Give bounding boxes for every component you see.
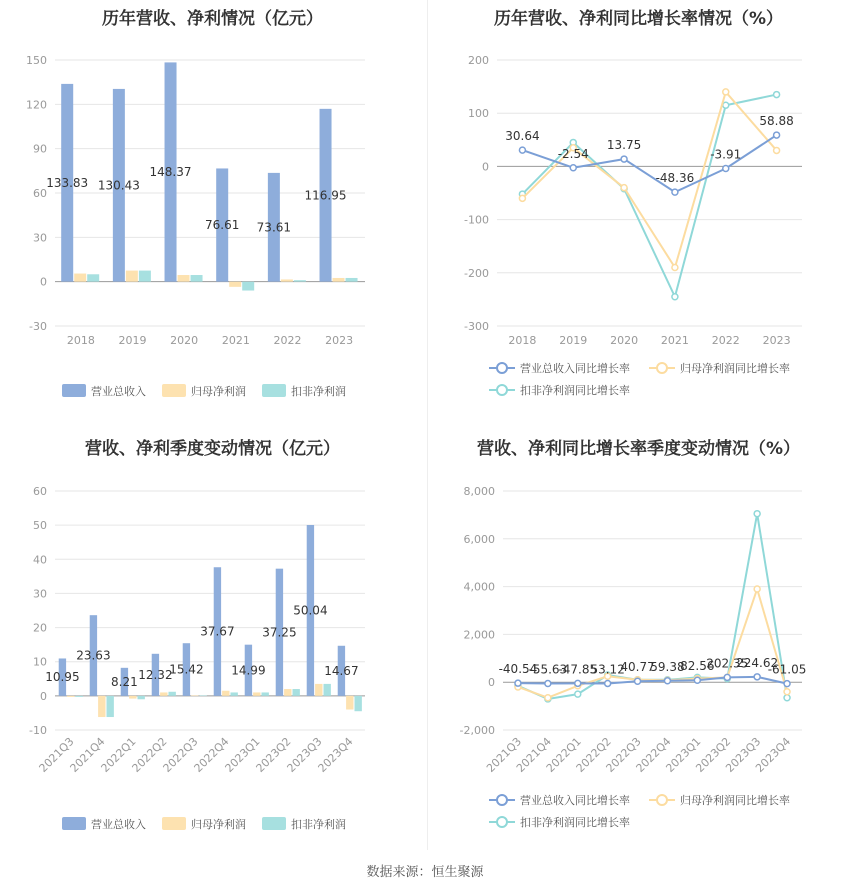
- data-label: 30.64: [505, 129, 540, 144]
- data-point: [723, 102, 729, 108]
- data-point: [723, 165, 729, 171]
- data-point: [774, 132, 780, 138]
- data-point: [605, 680, 611, 686]
- x-tick-label: 2019: [559, 334, 588, 347]
- data-label: 133.83: [46, 175, 89, 190]
- x-tick-label: 2023: [325, 334, 354, 347]
- legend-marker: [497, 795, 507, 805]
- data-label: 82.56: [680, 659, 715, 674]
- legend-label: 营业总收入: [91, 385, 146, 398]
- x-tick-label: 2018: [66, 334, 95, 347]
- data-point: [664, 678, 670, 684]
- bar: [74, 274, 86, 282]
- annual-growth-chart: [427, 0, 850, 420]
- data-label: -61.05: [767, 662, 807, 677]
- data-point: [754, 586, 760, 592]
- legend-swatch: [162, 817, 186, 830]
- x-tick-label: 2023Q1: [663, 734, 704, 775]
- x-tick-label: 2021Q4: [513, 734, 554, 775]
- bar: [346, 278, 358, 282]
- data-point: [570, 165, 576, 171]
- y-tick-label: 40: [33, 553, 47, 567]
- y-tick-label: 30: [33, 231, 47, 245]
- x-tick-label: 2022Q1: [98, 734, 139, 775]
- legend-label: 营业总收入同比增长率: [520, 362, 630, 375]
- data-point: [545, 681, 551, 687]
- data-label: 73.61: [256, 220, 292, 235]
- data-point: [575, 691, 581, 697]
- data-label: -40.54: [498, 662, 538, 677]
- data-point: [621, 156, 627, 162]
- x-tick-label: 2022Q3: [160, 734, 201, 775]
- data-point: [672, 264, 678, 270]
- x-tick-label: 2023Q3: [284, 734, 325, 775]
- series-line: [522, 95, 776, 297]
- y-tick-label: 100: [468, 107, 489, 121]
- data-label: 10.95: [45, 670, 80, 685]
- series-line: [522, 135, 776, 192]
- data-label: -47.85: [558, 662, 598, 677]
- x-tick-label: 2021Q3: [484, 734, 525, 775]
- chart-title: 营收、净利同比增长率季度变动情况（%）: [476, 439, 801, 459]
- data-point: [784, 689, 790, 695]
- y-tick-label: -300: [464, 320, 489, 333]
- bar: [126, 271, 138, 282]
- y-tick-label: 0: [40, 275, 47, 289]
- data-label: 37.67: [200, 624, 235, 639]
- y-tick-label: 0: [40, 689, 47, 703]
- data-label: -3.91: [710, 147, 742, 162]
- data-point: [519, 147, 525, 153]
- x-tick-label: 2019: [118, 334, 147, 347]
- data-label: 202.35: [706, 656, 749, 671]
- x-tick-label: 2021: [660, 334, 689, 347]
- legend-swatch: [62, 817, 86, 830]
- legend-marker: [497, 363, 507, 373]
- data-label: 40.77: [620, 660, 655, 675]
- y-tick-label: 150: [26, 54, 47, 67]
- legend-label: 归母净利润同比增长率: [680, 794, 790, 807]
- x-tick-label: 2023Q2: [253, 734, 294, 775]
- y-tick-label: -10: [29, 724, 47, 737]
- bar: [242, 282, 254, 291]
- bar: [333, 278, 345, 282]
- y-tick-label: 30: [33, 587, 47, 601]
- annual-values-svg: [0, 0, 425, 420]
- y-tick-label: 50: [33, 519, 47, 533]
- bar: [222, 691, 229, 696]
- x-tick-label: 2023Q4: [753, 734, 794, 775]
- data-source-footer: 数据来源：恒生聚源: [366, 865, 484, 880]
- bar: [346, 696, 353, 710]
- legend-label: 扣非净利润同比增长率: [520, 384, 630, 397]
- legend-marker: [657, 363, 667, 373]
- bar: [137, 696, 144, 699]
- legend-marker: [497, 817, 507, 827]
- y-tick-label: -2,000: [459, 724, 495, 737]
- legend-label: 扣非净利润: [291, 818, 346, 831]
- bar: [168, 692, 175, 696]
- x-tick-label: 2022: [711, 334, 740, 347]
- x-tick-label: 2021Q4: [67, 734, 108, 775]
- data-label: -48.36: [655, 171, 695, 186]
- x-tick-label: 2020: [610, 334, 639, 347]
- bar: [139, 271, 151, 282]
- bar: [191, 696, 198, 697]
- bar: [87, 274, 99, 281]
- bar: [284, 689, 291, 696]
- y-tick-label: 200: [468, 54, 489, 67]
- data-point: [575, 680, 581, 686]
- data-label: 50.04: [293, 603, 328, 618]
- legend-label: 扣非净利润同比增长率: [520, 816, 630, 829]
- data-point: [723, 89, 729, 95]
- data-label: 8.21: [111, 674, 138, 689]
- data-label: -55.63: [528, 662, 568, 677]
- bar: [281, 279, 293, 281]
- bar: [230, 692, 237, 695]
- data-point: [724, 674, 730, 680]
- data-label: 116.95: [304, 188, 347, 203]
- data-label: 13.75: [606, 138, 642, 153]
- chart-title: 历年营收、净利同比增长率情况（%）: [493, 9, 784, 29]
- x-tick-label: 2022Q4: [191, 734, 232, 775]
- data-label: 14.67: [324, 663, 359, 678]
- data-label: 224.62: [736, 655, 779, 670]
- legend-swatch: [262, 817, 286, 830]
- quarterly-values-chart: [0, 430, 425, 850]
- bar: [229, 282, 241, 287]
- chart-title: 营收、净利季度变动情况（亿元）: [85, 439, 340, 459]
- bar: [178, 275, 190, 282]
- data-label: 76.61: [205, 218, 240, 233]
- bar: [323, 684, 330, 696]
- y-tick-label: 120: [26, 98, 47, 112]
- bar: [261, 692, 268, 695]
- data-point: [774, 147, 780, 153]
- annual-values-chart: [0, 0, 425, 420]
- bar: [253, 692, 260, 695]
- bar: [294, 280, 306, 281]
- bar: [315, 684, 322, 696]
- x-tick-label: 2021: [221, 334, 250, 347]
- y-tick-label: 4,000: [463, 580, 495, 594]
- data-point: [635, 678, 641, 684]
- data-point: [754, 674, 760, 680]
- x-tick-label: 2022Q2: [573, 734, 614, 775]
- data-point: [515, 680, 521, 686]
- bar: [75, 696, 82, 697]
- x-tick-label: 2018: [508, 334, 537, 347]
- x-tick-label: 2023Q1: [222, 734, 263, 775]
- legend-label: 营业总收入: [91, 818, 146, 831]
- legend-label: 归母净利润: [191, 818, 246, 831]
- data-point: [672, 189, 678, 195]
- data-label: 130.43: [97, 178, 140, 193]
- y-tick-label: 60: [33, 485, 47, 498]
- x-tick-label: 2021Q3: [36, 734, 77, 775]
- bar: [160, 692, 167, 695]
- bar: [67, 696, 74, 697]
- bar: [191, 275, 203, 282]
- data-label: 37.25: [262, 625, 297, 640]
- x-tick-label: 2022: [273, 334, 302, 347]
- data-point: [774, 92, 780, 98]
- data-point: [694, 677, 700, 683]
- data-label: 59.38: [650, 659, 685, 674]
- data-label: 23.63: [76, 648, 111, 663]
- data-label: 12.32: [138, 667, 173, 682]
- bar: [199, 696, 206, 697]
- legend-swatch: [62, 384, 86, 397]
- legend-swatch: [262, 384, 286, 397]
- bar: [106, 696, 113, 717]
- data-point: [754, 511, 760, 517]
- data-label: 58.88: [759, 114, 794, 129]
- y-tick-label: 8,000: [463, 485, 495, 498]
- legend-marker: [497, 385, 507, 395]
- quarterly-growth-chart: [427, 430, 850, 850]
- data-point: [784, 681, 790, 687]
- data-point: [784, 695, 790, 701]
- data-point: [519, 195, 525, 201]
- y-tick-label: 10: [33, 655, 47, 669]
- data-label: 15.42: [169, 662, 204, 677]
- y-tick-label: 0: [488, 676, 495, 690]
- legend-label: 扣非净利润: [291, 385, 346, 398]
- bar: [98, 696, 105, 717]
- data-point: [621, 185, 627, 191]
- data-label: 53.12: [590, 662, 625, 677]
- x-tick-label: 2022Q3: [603, 734, 644, 775]
- legend-label: 归母净利润: [191, 385, 246, 398]
- quarterly-values-svg: [0, 430, 425, 850]
- y-tick-label: 0: [482, 160, 489, 174]
- x-tick-label: 2023: [762, 334, 791, 347]
- bar: [354, 696, 361, 711]
- x-tick-label: 2022Q2: [129, 734, 170, 775]
- x-tick-label: 2023Q4: [315, 734, 356, 775]
- legend-label: 归母净利润同比增长率: [680, 362, 790, 375]
- y-tick-label: 20: [33, 621, 47, 635]
- data-point: [672, 294, 678, 300]
- y-tick-label: 60: [33, 187, 47, 200]
- y-tick-label: -30: [29, 320, 47, 333]
- data-label: 148.37: [149, 165, 192, 180]
- y-tick-label: 90: [33, 142, 47, 156]
- bar: [129, 696, 136, 699]
- data-label: 14.99: [231, 663, 266, 678]
- y-tick-label: 6,000: [463, 532, 495, 546]
- bar: [292, 689, 299, 696]
- annual-growth-svg: [427, 0, 850, 420]
- x-tick-label: 2023Q2: [693, 734, 734, 775]
- x-tick-label: 2022Q4: [633, 734, 674, 775]
- legend-swatch: [162, 384, 186, 397]
- x-tick-label: 2020: [170, 334, 199, 347]
- data-point: [545, 695, 551, 701]
- y-tick-label: -200: [464, 266, 489, 280]
- x-tick-label: 2023Q3: [723, 734, 764, 775]
- y-tick-label: -100: [464, 213, 489, 227]
- quarterly-growth-svg: [427, 430, 850, 850]
- legend-marker: [657, 795, 667, 805]
- y-tick-label: 2,000: [463, 628, 495, 642]
- x-tick-label: 2022Q1: [543, 734, 584, 775]
- chart-title: 历年营收、净利情况（亿元）: [102, 9, 323, 29]
- data-label: -2.54: [557, 146, 589, 161]
- legend-label: 营业总收入同比增长率: [520, 794, 630, 807]
